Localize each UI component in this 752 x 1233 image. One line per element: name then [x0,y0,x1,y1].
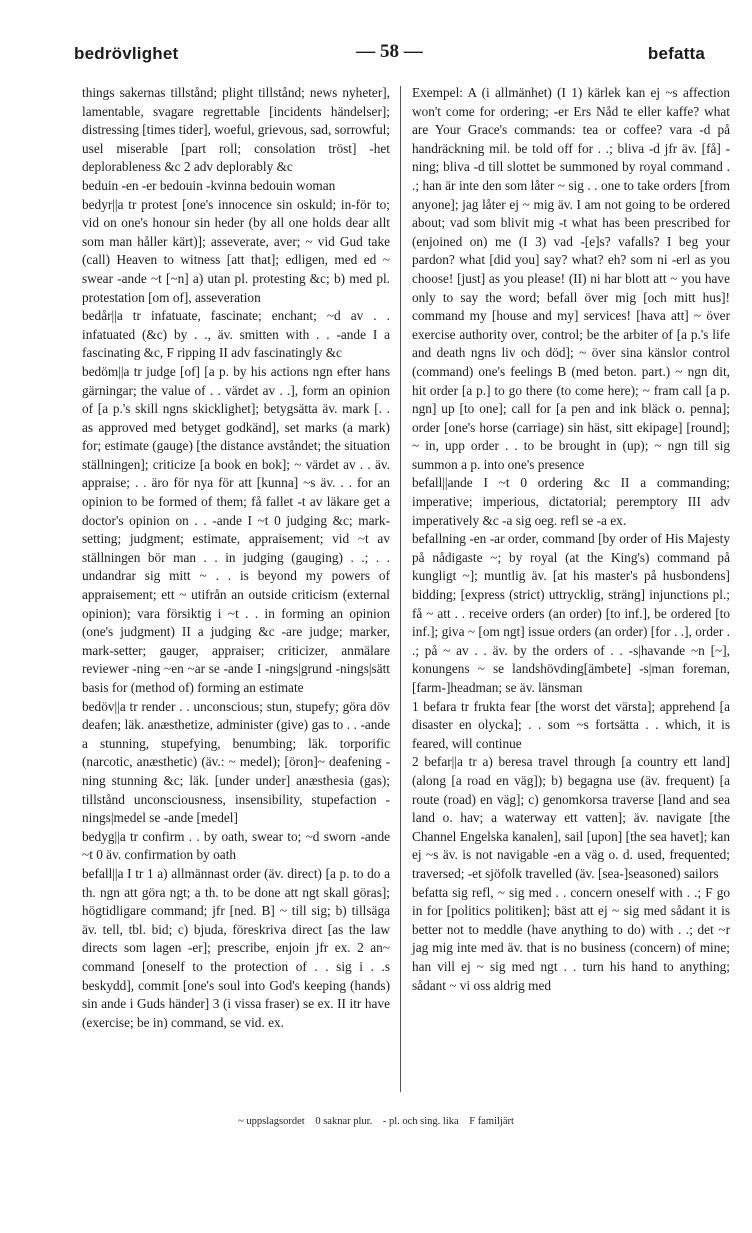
column-divider [400,86,401,1092]
entry-befalla-examples: Exempel: A (i allmänhet) (I 1) kärlek kan ej ~s affection won't come for ordering; -er Ers Nåd te eller kaffe? what are Your Grace's commands: tea or coffee? vara -d på handräckning mil. be told off for . .; bliva -d jfr äv. [få] -ning; bliva -d till slottet be summoned by royal command . .; han är inte den som låter ~ sig . . one to take orders [from anyone]; jag låter ej ~ mig äv. I am not going to be ordered about; vad som blivit mig -t what has been prescribed for (enjoined on) me (I 3) vad -[e]s? vafalls? I beg your pardon? what [did you] say? what? eh? som ni -erl as you choose! [just] as you please! (II) ni har blott att ~ you have only to say the word; befall över mig [och mitt hus]! command my [house and my] services! [hava att] ~ över exercise authority over, control; be the arbiter of [a p.'s life and death ngns liv och död]; ~ över sina känslor control (command) one's feelings B (med beton. part.) ~ ngn dit, hit order [a p.] to go there (to come here); ~ fram call [a p. ngn] up [to one]; call for [a pen and ink bläck o. penna]; order [one's horse (carriage) sin häst, sitt ekipage] [round]; ~ in, upp order . . to be brought in (up); ~ ngn till sig summon a p. into one's presence [412,85,730,472]
legend-zero: 0 saknar plur. [315,1116,373,1127]
entry-bedoma: bedöm||a tr judge [of] [a p. by his actions ngn efter hans gärningar; the value of . . värdet av . .], form an opinion of [a p.'s skill ngns skicklighet]; betygsätta äv. mark [. . as approved med betyget godkänd], set marks (a mark) for; estimate (gauge) [the distance avståndet; the situation ställningen]; criticize [a book en bok]; ~ värdet av . . äv. appraise; . . äro för nya för att [kunna] ~s äv. . . for an opinion to be formed of them; få fallet -t av läkare get a doctor's opinion on . . -ande I ~t 0 judging &c; mark-setting; judgment; estimate, appraisement; vid ~t av ställningen bör man . . in judging (gauging) . .; . . undandrar sig mitt ~ . . is beyond my powers of appraisement; ett ~ utifrån an outside criticism (external opinion); vara försiktig i ~t . . in forming an opinion (one's judgment) II a judging &c -are judge; marker, mark-setter; gauger, appraiser; criticizer, anmälare reviewer -ning ~en ~ar se -ande I -nings|grund -nings|sätt basis for (method of) forming an estimate [82,363,390,695]
page-number: — 58 — [356,41,423,62]
entry-1-befara: 1 befara tr frukta fear [the worst det värsta]; apprehend [a disaster en olycka]; . . som ~s fortsätta . . which, it is feared, will continue [412,698,730,751]
entry-2-befara: 2 befar||a tr a) beresa travel through [a country ett land] (along [a road en väg]); b) begagna use (äv. frequent) [a route (road) en väg]; c) genomkorsa traverse [land and sea land o. hav; a waterway ett vatten]; äv. navigate [the Channel Engelska kanalen], sail [upon] [the sea havet]; kan ej ~s äv. is not navigable -en a väg o. d. used, frequented; traversed; -et sjöfolk travelled (äv. [sea-]seasoned) sailors [412,754,730,881]
abbreviation-legend [0,1116,752,1127]
page-header [74,41,705,70]
entry-bedara: bedår||a tr infatuate, fascinate; enchant; ~d av . . infatuated (&c) by . ., äv. smitten with . . -ande I a fascinating &c, F ripping II adv fascinatingly &c [82,308,390,361]
right-guide-word: befatta [647,44,705,63]
left-guide-word: bedrövlighet [74,44,179,63]
entry-befallning: befallning -en -ar order, command [by order of His Majesty på nådigaste ~; by royal (at the King's) command på kungligt ~]; muntlig äv. [at his master's på husbondens] bidding; [express (strict) uttrycklig, sträng] injunctions pl.; få ~ att . . receive orders (an order) [to inf.], be ordered [to inf.]; giva ~ [om ngt] issue orders (an order) [for . .], order . .; på ~ av . . äv. by the orders of . . -s|havande ~n [~], konungens ~ se landshövding[ämbete] -s|man foreman, [farm-]headman; se äv. länsman [412,531,730,695]
entry-beduin: beduin -en -er bedouin -kvinna bedouin woman [82,177,336,193]
legend-f: F familjärt [469,1116,514,1127]
right-column [412,84,730,995]
left-column [82,84,390,1032]
legend-dash: - pl. och sing. lika [382,1116,459,1127]
entry-befalla: befall||a I tr 1 a) allmännast order (äv. direct) [a p. to do a th. ngn att göra ngt; a th. to be done att ngt skall göras]; högtidligare command; jfr [ned. B] ~ till sig; b) tillsäga äv. tell, tbl. bid; c) bjuda, föreskriva direct [as the law directs som lagen -er]; prescribe, enjoin jfr ex. 2 an~ command [oneself to the protection of . . sig i . .s beskydd], commit [one's soul into God's keeping (hands) sin ande i Guds händer] 3 (i vissa fraser) se ex. II itr have (exercise; be in) command, se vid. ex. [82,865,390,1030]
entry-befallande: befall||ande I ~t 0 ordering &c II a commanding; imperative; imperious, dictatorial; peremptory III adv imperatively &c -a sig oeg. refl se -a ex. [412,475,730,528]
entry-befatta-sig: befatta sig refl, ~ sig med . . concern oneself with . .; F go in for [politics politiken]; bäst att ej ~ sig med sådant it is better not to meddle (have anything to do) with . .; det ~r jag mig inte med äv. that is no business (concern) of mine; han vill ej ~ sig med ngt . . turn his hand to anything; sådant ~ vi oss aldrig med [412,884,730,993]
entry-bedova: bedöv||a tr render . . unconscious; stun, stupefy; göra döv deafen; läk. anæsthetize, administer (give) gas to . . -ande a stunning, stupefying, benumbing; läk. torporific (narcotic, anæsthetic) (äv.: ~ medel); [öron]~ deafening -ning stunning &c; läk. [under under] anæsthesia (gas); tillstånd unconsciousness, insensibility, stupefaction -nings|medel se -ande [medel] [82,698,390,826]
entry-bedyra: bedyr||a tr protest [one's innocence sin oskuld; in-för to; vid on one's honour sin heder (by all one holds dear allt som man håller kärt)]; asseverate, aver; ~ vid Gud take (call) Heaven to witness [att that]; edligen, med ed ~ swear -ande ~t [~n] a) utan pl. protesting &c; b) med pl. protestation [om of], asseveration [82,196,390,305]
entry-things: things sakernas tillstånd; plight tillstånd; news nyheter], lamentable, svagare regrettable [incidents händelser]; distressing [times tider], woeful, grievous, sad, sorrowful; usel miserable [part roll; consolation tröst] -het deplorableness &c 2 adv deplorably &c [82,85,390,175]
legend-tilde: ~ uppslagsordet [238,1116,305,1127]
entry-bedyga: bedyg||a tr confirm . . by oath, swear to; ~d sworn -ande ~t 0 äv. confirmation by oath [82,828,390,863]
